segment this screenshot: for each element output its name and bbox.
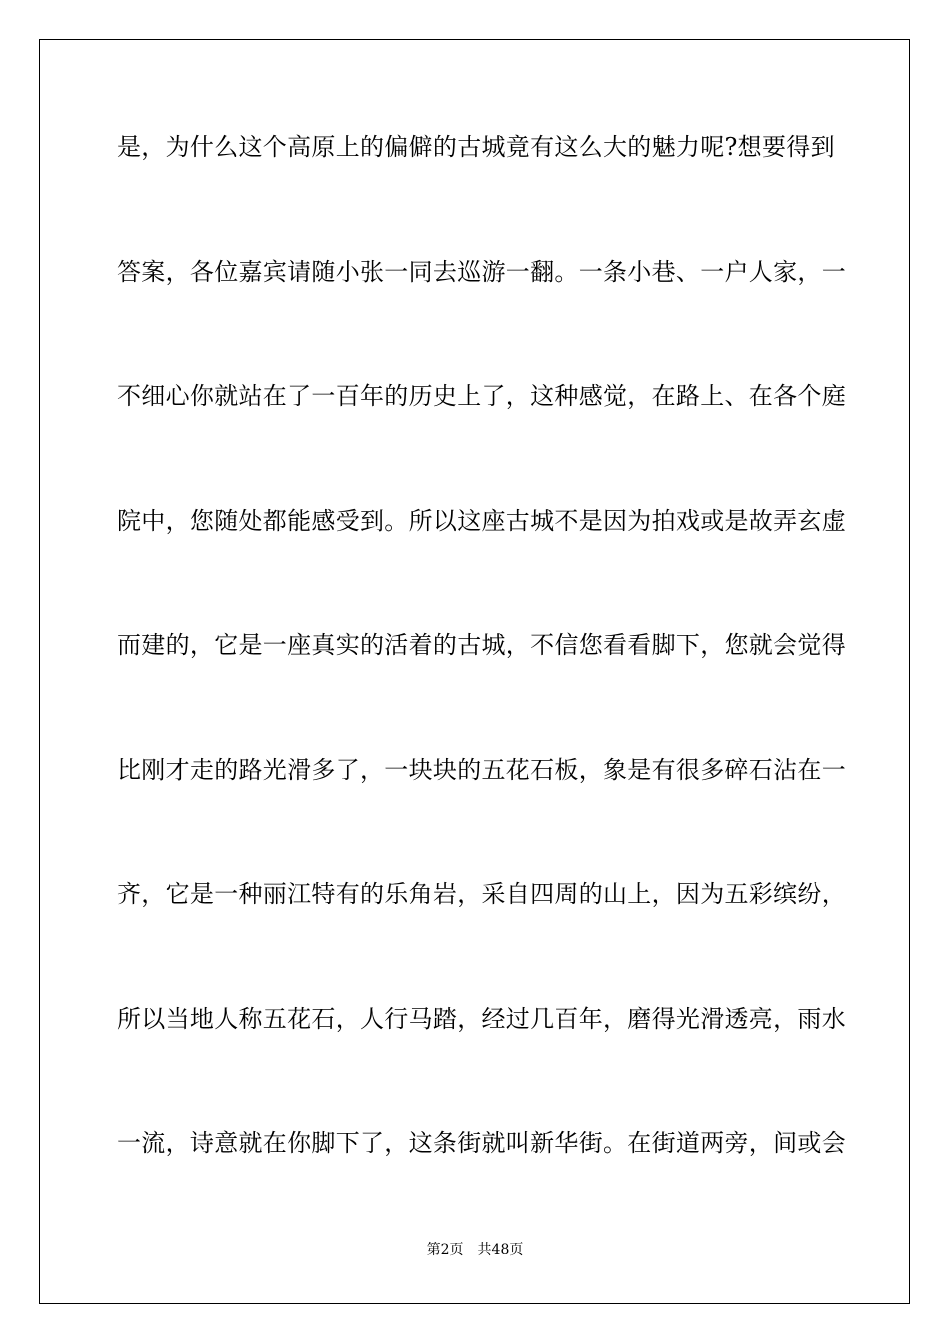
text-line-2: 答案，各位嘉宾请随小张一同去巡游一翻。一条小巷、一户人家，一 [117,257,846,286]
text-line-1: 是，为什么这个高原上的偏僻的古城竟有这么大的魅力呢?想要得到 [117,133,835,161]
text-line-3: 不细心你就站在了一百年的历史上了，这种感觉，在路上、在各个庭 [117,382,846,410]
text-line-7: 齐，它是一种丽江特有的乐角岩，采自四周的山上，因为五彩缤纷， [117,880,846,908]
page-footer [0,1240,950,1260]
text-line-6: 比刚才走的路光滑多了，一块块的五花石板，象是有很多碎石沾在一 [117,755,846,784]
page-number: 第2页 [426,1242,464,1258]
text-line-8: 所以当地人称五花石，人行马踏，经过几百年，磨得光滑透亮，雨水 [117,1004,846,1033]
text-line-4: 院中，您随处都能感受到。所以这座古城不是因为拍戏或是故弄玄虚 [117,506,846,535]
text-line-9: 一流，诗意就在你脚下了，这条街就叫新华街。在街道两旁，间或会 [117,1129,846,1157]
text-line-5: 而建的，它是一座真实的活着的古城，不信您看看脚下，您就会觉得 [117,631,846,659]
document-body [117,130,846,1251]
page-total: 共48页 [477,1242,524,1258]
